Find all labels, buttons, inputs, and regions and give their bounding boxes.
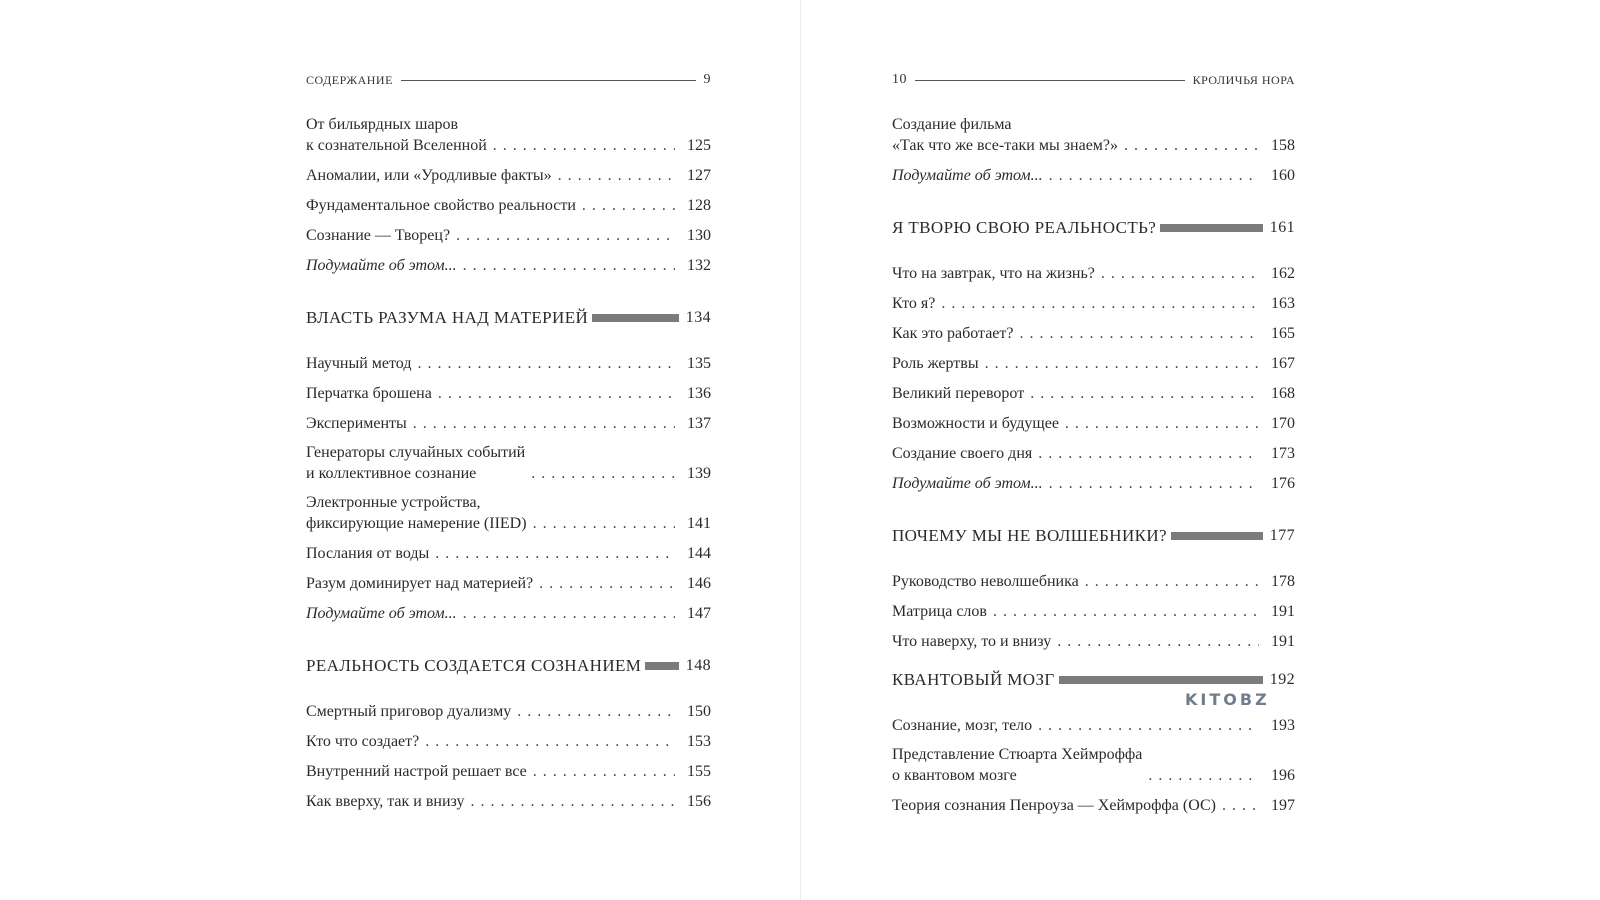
section-title: ВЛАСТЬ РАЗУМА НАД МАТЕРИЕЙ: [306, 308, 589, 327]
toc-entry[interactable]: [892, 404, 1295, 434]
dot-leader: [993, 601, 1259, 622]
dot-leader: [1085, 571, 1259, 592]
dot-leader: [1101, 263, 1259, 284]
toc-entry-title: Генераторы случайных событий и коллективное сознание: [306, 444, 526, 482]
dot-leader: [1222, 795, 1259, 816]
toc-entry[interactable]: [306, 108, 711, 156]
toc-entry-title: Разум доминирует над материей?: [306, 575, 534, 592]
dot-leader: [531, 463, 675, 484]
toc-entry-page: 160: [1271, 167, 1295, 184]
toc-entry[interactable]: [892, 314, 1295, 344]
toc-entry-page: 130: [687, 227, 711, 244]
toc-entry[interactable]: [306, 594, 711, 624]
toc-entry[interactable]: [892, 622, 1295, 652]
running-head-left: [306, 70, 711, 90]
toc-entry-page: 176: [1271, 475, 1295, 492]
toc-entry-page: 170: [1271, 415, 1295, 432]
running-head-title: СОДЕРЖАНИЕ: [306, 72, 393, 87]
toc-entry[interactable]: [892, 254, 1295, 284]
toc-entry[interactable]: [892, 706, 1295, 736]
dot-leader: [1038, 715, 1259, 736]
dot-leader: [517, 701, 675, 722]
toc-entry-page: 132: [687, 257, 711, 274]
dot-leader: [558, 165, 675, 186]
dot-leader: [1020, 323, 1260, 344]
toc-entry-title: Научный метод: [306, 355, 412, 372]
dot-leader: [493, 135, 675, 156]
toc-entry-page: 125: [687, 137, 711, 154]
toc-entry-title: Создание своего дня: [892, 445, 1033, 462]
toc-entry-page: 136: [687, 385, 711, 402]
toc-entry[interactable]: [892, 344, 1295, 374]
toc-entry[interactable]: [306, 692, 711, 722]
dot-leader: [1049, 473, 1259, 494]
section-page: 161: [1269, 219, 1295, 236]
dot-leader: [425, 731, 675, 752]
toc-entry[interactable]: [892, 284, 1295, 314]
toc-entry-title: Сознание — Творец?: [306, 227, 451, 244]
toc-entry-page: 197: [1271, 797, 1295, 814]
toc-entry[interactable]: [892, 434, 1295, 464]
toc-entry-title: Подумайте об этом...: [892, 167, 1043, 184]
toc-entry-title: Создание фильма «Так что же все-таки мы знаем?»: [892, 116, 1119, 154]
toc-entry-title: Подумайте об этом...: [306, 605, 457, 622]
toc-entry-page: 155: [687, 763, 711, 780]
toc-entry-page: 144: [687, 545, 711, 562]
dot-leader: [582, 195, 675, 216]
section-page: 134: [685, 309, 711, 326]
toc-entry-page: 165: [1271, 325, 1295, 342]
toc-entry-title: Эксперименты: [306, 415, 407, 432]
page-number: 10: [892, 72, 907, 87]
toc-entry-title: Великий переворот: [892, 385, 1025, 402]
section-page: 192: [1269, 671, 1295, 688]
toc-entry-page: 191: [1271, 603, 1295, 620]
toc-entry-title: Кто я?: [892, 295, 936, 312]
dot-leader: [1124, 135, 1259, 156]
dot-leader: [1065, 413, 1259, 434]
dot-leader: [413, 413, 675, 434]
toc-entry-page: 128: [687, 197, 711, 214]
dot-leader: [1148, 765, 1259, 786]
toc-list-left: [306, 108, 711, 812]
toc-entry-title: Руководство неволшебника: [892, 573, 1079, 590]
toc-entry-title: Возможности и будущее: [892, 415, 1059, 432]
dot-leader: [435, 543, 675, 564]
running-head-right: [892, 70, 1295, 90]
toc-entry[interactable]: [306, 216, 711, 246]
dot-leader: [539, 573, 675, 594]
book-gutter: [800, 0, 801, 900]
dot-leader: [438, 383, 675, 404]
toc-entry-page: 127: [687, 167, 711, 184]
section-title: КВАНТОВЫЙ МОЗГ: [892, 670, 1055, 689]
toc-list-right: [892, 108, 1295, 816]
toc-entry[interactable]: [892, 736, 1295, 786]
toc-entry-title: Подумайте об этом...: [306, 257, 457, 274]
toc-entry-page: 156: [687, 793, 711, 810]
toc-entry-page: 168: [1271, 385, 1295, 402]
dot-leader: [1057, 631, 1259, 652]
toc-entry-page: 135: [687, 355, 711, 372]
toc-entry-title: Что на завтрак, что на жизнь?: [892, 265, 1095, 282]
toc-entry-page: 196: [1271, 767, 1295, 784]
toc-entry[interactable]: [306, 782, 711, 812]
toc-entry-title: Как это работает?: [892, 325, 1014, 342]
dot-leader: [533, 761, 675, 782]
toc-entry[interactable]: [306, 186, 711, 216]
toc-entry[interactable]: [892, 108, 1295, 156]
toc-entry-page: 147: [687, 605, 711, 622]
toc-entry-title: Послания от воды: [306, 545, 430, 562]
running-head-title: КРОЛИЧЬЯ НОРА: [1192, 72, 1295, 87]
dot-leader: [985, 353, 1259, 374]
dot-leader: [1049, 165, 1259, 186]
section-title: РЕАЛЬНОСТЬ СОЗДАЕТСЯ СОЗНАНИЕМ: [306, 656, 642, 675]
toc-entry-page: 141: [687, 515, 711, 532]
toc-entry[interactable]: [892, 562, 1295, 592]
toc-entry-title: Электронные устройства, фиксирующие намерение (IIED): [306, 494, 527, 532]
toc-entry[interactable]: [892, 786, 1295, 816]
section-bar: [1160, 224, 1263, 232]
toc-entry[interactable]: [306, 374, 711, 404]
dot-leader: [456, 225, 675, 246]
toc-entry-title: Аномалии, или «Уродливые факты»: [306, 167, 552, 184]
section-bar: [592, 314, 679, 322]
toc-entry-page: 178: [1271, 573, 1295, 590]
toc-entry-page: 158: [1271, 137, 1295, 154]
toc-entry-page: 173: [1271, 445, 1295, 462]
toc-entry-page: 191: [1271, 633, 1295, 650]
section-title: Я ТВОРЮ СВОЮ РЕАЛЬНОСТЬ?: [892, 218, 1157, 237]
toc-entry-title: Роль жертвы: [892, 355, 979, 372]
toc-entry[interactable]: [306, 404, 711, 434]
toc-entry-title: Внутренний настрой решает все: [306, 763, 527, 780]
section-page: 148: [685, 657, 711, 674]
toc-entry-title: Фундаментальное свойство реальности: [306, 197, 576, 214]
toc-entry-page: 162: [1271, 265, 1295, 282]
toc-entry-title: Кто что создает?: [306, 733, 420, 750]
toc-entry-page: 139: [687, 465, 711, 482]
toc-entry-title: Что наверху, то и внизу: [892, 633, 1052, 650]
toc-entry-title: Перчатка брошена: [306, 385, 432, 402]
toc-section-heading[interactable]: [892, 216, 1295, 240]
toc-section-heading[interactable]: [892, 668, 1295, 692]
toc-entry-page: 163: [1271, 295, 1295, 312]
toc-entry-title: Теория сознания Пенроуза — Хеймроффа (ОС): [892, 797, 1216, 814]
dot-leader: [463, 603, 675, 624]
section-title: ПОЧЕМУ МЫ НЕ ВОЛШЕБНИКИ?: [892, 526, 1167, 545]
running-head-rule: [915, 80, 1185, 81]
dot-leader: [941, 293, 1259, 314]
dot-leader: [1030, 383, 1259, 404]
toc-entry-title: Как вверху, так и внизу: [306, 793, 465, 810]
dot-leader: [533, 513, 675, 534]
toc-entry[interactable]: [306, 344, 711, 374]
toc-entry[interactable]: [892, 592, 1295, 622]
page-number: 9: [703, 72, 711, 87]
watermark: KITOBZ: [1185, 690, 1270, 709]
dot-leader: [471, 791, 675, 812]
running-head-rule: [401, 80, 696, 81]
section-bar: [1171, 532, 1263, 540]
toc-entry[interactable]: [892, 464, 1295, 494]
toc-entry-page: 146: [687, 575, 711, 592]
dot-leader: [463, 255, 675, 276]
toc-entry[interactable]: [306, 484, 711, 534]
toc-entry-page: 167: [1271, 355, 1295, 372]
toc-entry[interactable]: [892, 374, 1295, 404]
toc-entry-page: 193: [1271, 717, 1295, 734]
dot-leader: [417, 353, 675, 374]
toc-entry-title: Представление Стюарта Хеймроффа о квантовом мозге: [892, 746, 1143, 784]
toc-entry[interactable]: [306, 246, 711, 276]
toc-entry-page: 150: [687, 703, 711, 720]
toc-section-heading[interactable]: [306, 306, 711, 330]
toc-section-heading[interactable]: [892, 524, 1295, 548]
toc-entry[interactable]: [892, 156, 1295, 186]
toc-entry[interactable]: [306, 722, 711, 752]
toc-entry[interactable]: [306, 156, 711, 186]
toc-entry-title: Матрица слов: [892, 603, 987, 620]
toc-entry[interactable]: [306, 564, 711, 594]
toc-entry-title: От бильярдных шаров к сознательной Вселенной: [306, 116, 487, 154]
dot-leader: [1038, 443, 1259, 464]
toc-entry-title: Подумайте об этом...: [892, 475, 1043, 492]
toc-entry-page: 137: [687, 415, 711, 432]
toc-entry-page: 153: [687, 733, 711, 750]
toc-entry[interactable]: [306, 534, 711, 564]
toc-entry-title: Сознание, мозг, тело: [892, 717, 1033, 734]
toc-entry-title: Смертный приговор дуализму: [306, 703, 512, 720]
toc-section-heading[interactable]: [306, 654, 711, 678]
section-bar: [1059, 676, 1263, 684]
toc-entry[interactable]: [306, 752, 711, 782]
section-bar: [645, 662, 679, 670]
toc-entry[interactable]: [306, 434, 711, 484]
section-page: 177: [1269, 527, 1295, 544]
